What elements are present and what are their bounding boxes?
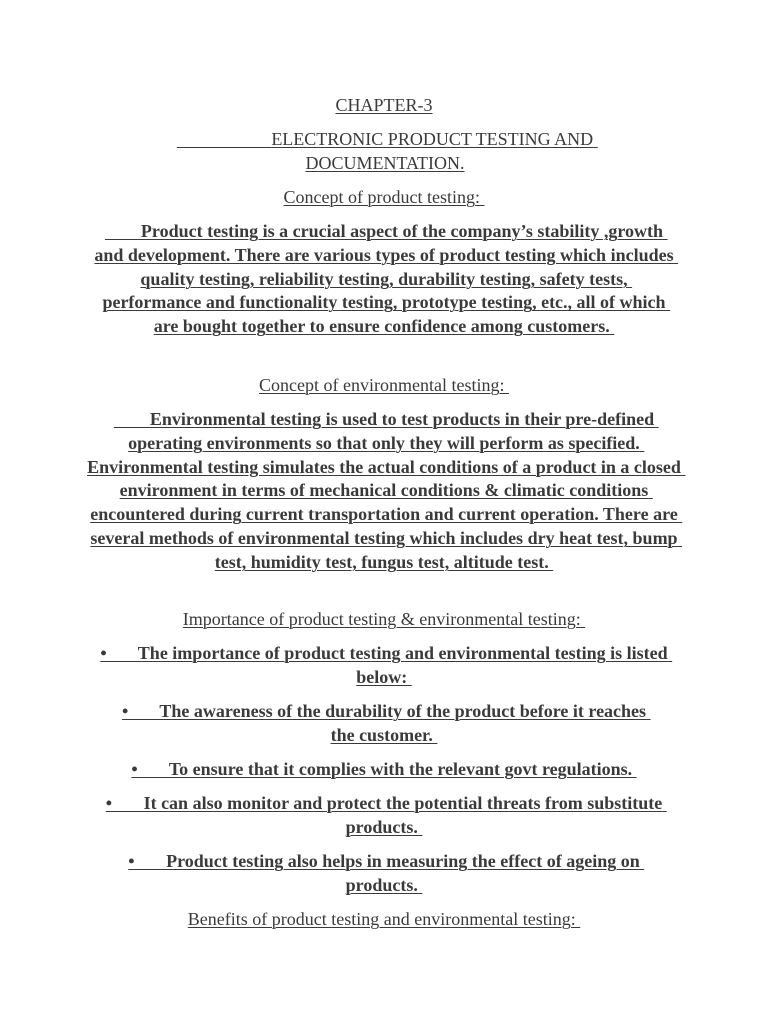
bullet-item: • The awareness of the durability of the product before it reaches the customer. — [121, 701, 651, 745]
bullet-item: • To ensure that it complies with the relevant govt regulations. — [131, 759, 637, 779]
section-heading-importance: Importance of product testing & environmental testing: — [182, 609, 586, 629]
section-heading-product-testing: Concept of product testing: — [283, 187, 485, 207]
section-heading-benefits: Benefits of product testing and environmental testing: — [187, 909, 581, 929]
bullet-item: • The importance of product testing and environmental testing is listed below: — [100, 643, 673, 687]
chapter-heading: CHAPTER-3 — [335, 95, 433, 115]
section-body-product-testing: Product testing is a crucial aspect of the company’s stability ,growth and development. There are various types of product testing which includes quality testing, reliability testing, durability testing, safety tests, performance and functionality testing, prototype testing, etc., all of which are bought together to ensure confidence among customers. — [94, 221, 679, 337]
section-heading-environmental-testing: Concept of environmental testing: — [259, 375, 509, 395]
section-body-environmental-testing: Environmental testing is used to test products in their pre-defined operating environments so that only they will perform as specified. Environmental testing simulates the actual conditions of a product in a closed environment in terms of mechanical conditions & climatic conditions encountered during current transportation and current operation. There are several methods of environmental testing which includes dry heat test, bump test, humidity test, fungus test, altitude test. — [87, 409, 686, 572]
bullet-item: • It can also monitor and protect the potential threats from substitute products. — [105, 793, 667, 837]
bullet-item: • Product testing also helps in measuring the effect of ageing on products. — [128, 851, 645, 895]
document-title: ELECTRONIC PRODUCT TESTING AND DOCUMENTATION. — [176, 129, 598, 173]
